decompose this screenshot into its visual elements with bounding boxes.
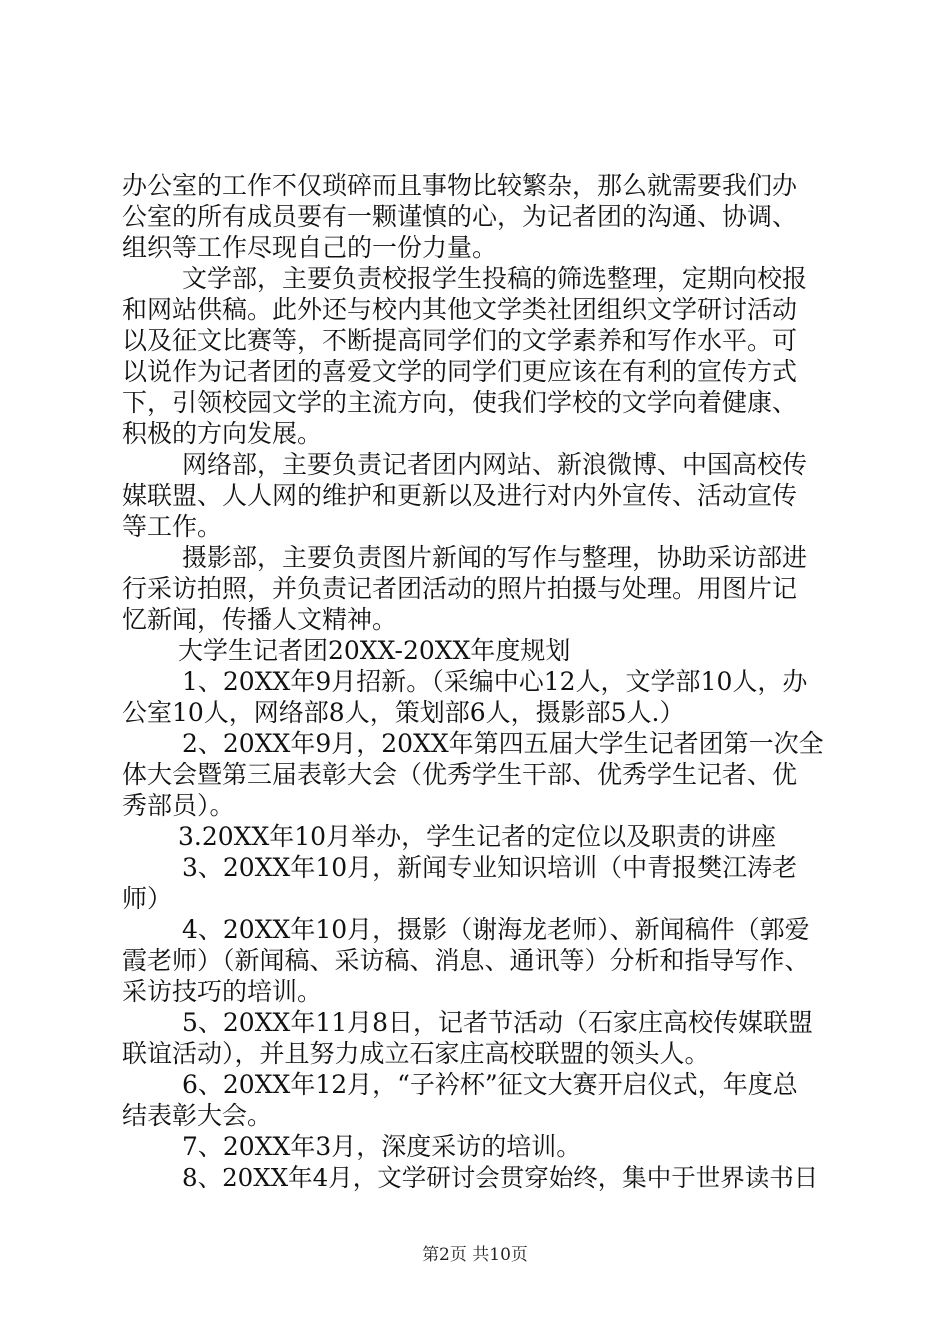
text-line: 积极的方向发展。 [122,419,323,448]
text-line: 公室10人，网络部8人，策划部6人，摄影部5人.） [122,698,685,727]
text-line: 秀部员）。 [122,791,235,820]
text-line: 体大会暨第三届表彰大会（优秀学生干部、优秀学生记者、优 [122,760,798,789]
page-footer [0,1245,950,1265]
text-line: 8、20XX年4月，文学研讨会贯穿始终，集中于世界读书日 [182,1163,819,1192]
text-line: 7、20XX年3月，深度采访的培训。 [182,1132,582,1161]
text-line: 以及征文比赛等，不断提高同学们的文学素养和写作水平。可 [122,326,798,355]
text-line: 媒联盟、人人网的维护和更新以及进行对内外宣传、活动宣传 [122,481,798,510]
text-line: 2、20XX年9月，20XX年第四五届大学生记者团第一次全 [182,729,824,758]
text-line: 联谊活动），并且努力成立石家庄高校联盟的领头人。 [122,1039,710,1068]
text-line: 行采访拍照，并负责记者团活动的照片拍摄与处理。用图片记 [122,574,798,603]
text-line: 5、20XX年11月8日，记者节活动（石家庄高校传媒联盟 [182,1008,814,1037]
text-line: 和网站供稿。此外还与校内其他文学类社团组织文学研讨活动 [122,295,798,324]
text-line: 6、20XX年12月，“子衿杯”征文大赛开启仪式，年度总 [182,1070,798,1099]
text-line: 下，引领校园文学的主流方向，使我们学校的文学向着健康、 [122,388,798,417]
text-line: 霞老师）（新闻稿、采访稿、消息、通讯等）分析和指导写作、 [122,946,810,975]
page-number: 第2页 共10页 [422,1245,528,1265]
text-line: 3.20XX年10月举办，学生记者的定位以及职责的讲座 [178,822,777,851]
text-line: 结表彰大会。 [122,1101,273,1130]
text-line: 4、20XX年10月，摄影（谢海龙老师）、新闻稿件（郭爱 [182,915,810,944]
text-line: 摄影部，主要负责图片新闻的写作与整理，协助采访部进 [182,543,808,572]
text-line: 公室的所有成员要有一颗谨慎的心，为记者团的沟通、协调、 [122,202,798,231]
text-line: 组织等工作尽现自己的一份力量。 [122,233,498,262]
text-line: 以说作为记者团的喜爱文学的同学们更应该在有利的宣传方式 [122,357,798,386]
text-line: 1、20XX年9月招新。（采编中心12人，文学部10人，办 [182,667,808,696]
text-line: 师） [122,884,173,913]
text-line: 大学生记者团20XX-20XX年度规划 [178,636,571,665]
text-line: 网络部，主要负责记者团内网站、新浪微博、中国高校传 [182,450,808,479]
text-line: 忆新闻，传播人文精神。 [122,605,398,634]
text-line: 采访技巧的培训。 [122,977,323,1006]
text-line: 3、20XX年10月，新闻专业知识培训（中青报樊江涛老 [182,853,798,882]
text-line: 文学部，主要负责校报学生投稿的筛选整理，定期向校报 [182,264,808,293]
text-line: 办公室的工作不仅琐碎而且事物比较繁杂，那么就需要我们办 [122,171,798,200]
text-line: 等工作。 [122,512,223,541]
document-body [122,170,830,1193]
